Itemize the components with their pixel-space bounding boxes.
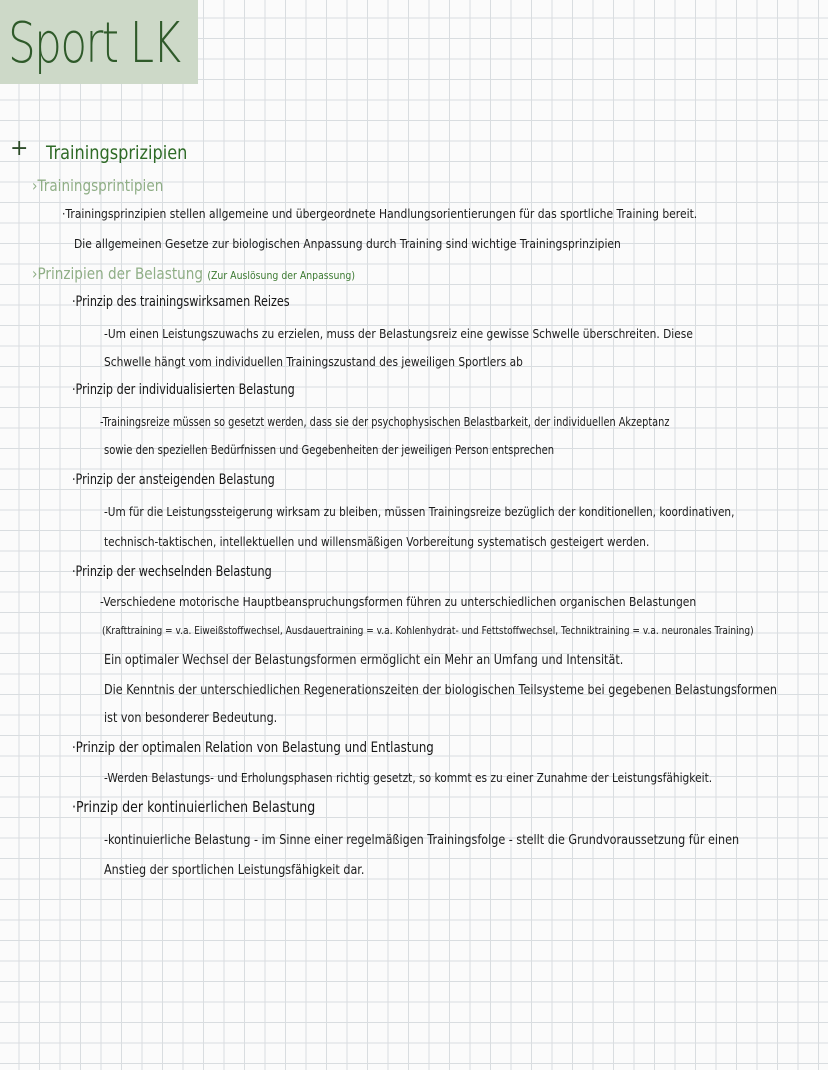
principle-line: Ein optimaler Wechsel der Belastungsformen ermöglicht ein Mehr an Umfang und Intensität. xyxy=(104,652,624,668)
subheading-load-note: (Zur Auslösung der Anpassung) xyxy=(207,269,355,282)
subheading-load-text: ›Prinzipien der Belastung xyxy=(32,264,204,283)
page-title: Sport LK xyxy=(8,11,180,76)
subheading-principles: ›Trainingsprintipien xyxy=(32,176,164,195)
principle-line: Die Kenntnis der unterschiedlichen Regenerationszeiten der biologischen Teilsysteme bei gegebenen Belastungsformen xyxy=(104,682,777,698)
principle-line: sowie den speziellen Bedürfnissen und Gegebenheiten der jeweiligen Person entsprechen xyxy=(104,442,555,457)
principle-line: -kontinuierliche Belastung - im Sinne einer regelmäßigen Trainingsfolge - stellt die Grundvoraussetzung für einen xyxy=(104,832,740,848)
principle-line: -Werden Belastungs- und Erholungsphasen richtig gesetzt, so kommt es zu einer Zunahme der Leistungsfähigkeit. xyxy=(104,770,713,785)
principle-line: Anstieg der sportlichen Leistungsfähigkeit dar. xyxy=(104,862,365,878)
principle-line: -Trainingsreize müssen so gesetzt werden, dass sie der psychophysischen Belastbarkeit, der individuellen Akzeptanz xyxy=(100,414,670,429)
section-heading: Trainingsprizipien xyxy=(46,142,188,164)
principle-line: ist von besonderer Bedeutung. xyxy=(104,710,278,726)
principle-heading: ·Prinzip der kontinuierlichen Belastung xyxy=(72,798,316,816)
plus-icon: + xyxy=(10,136,29,161)
intro-line: ·Trainingsprinzipien stellen allgemeine und übergeordnete Handlungsorientierungen für das sportliche Training bereit. xyxy=(62,206,698,221)
intro-line: Die allgemeinen Gesetze zur biologischen Anpassung durch Training sind wichtige Trainingsprinzipien xyxy=(74,236,621,251)
subheading-load xyxy=(32,264,355,283)
principle-heading: ·Prinzip der ansteigenden Belastung xyxy=(72,472,275,488)
principle-line: technisch-taktischen, intellektuellen und willensmäßigen Vorbereitung systematisch gesteigert werden. xyxy=(104,534,650,549)
principle-heading: ·Prinzip der optimalen Relation von Belastung und Entlastung xyxy=(72,740,434,756)
principle-line: -Um einen Leistungszuwachs zu erzielen, muss der Belastungsreiz eine gewisse Schwelle überschreiten. Diese xyxy=(104,326,693,341)
principle-heading: ·Prinzip des trainingswirksamen Reizes xyxy=(72,294,290,310)
principle-heading: ·Prinzip der wechselnden Belastung xyxy=(72,564,272,580)
principle-heading: ·Prinzip der individualisierten Belastung xyxy=(72,382,295,398)
principle-line: (Krafttraining = v.a. Eiweißstoffwechsel, Ausdauertraining = v.a. Kohlenhydrat- und Fettstoffwechsel, Techniktraining = v.a. neuronales Training) xyxy=(102,624,754,637)
principle-line: Schwelle hängt vom individuellen Trainingszustand des jeweiligen Sportlers ab xyxy=(104,354,523,369)
principle-line: -Um für die Leistungssteigerung wirksam zu bleiben, müssen Trainingsreize bezüglich der konditionellen, koordinativen, xyxy=(104,504,735,519)
principle-line: -Verschiedene motorische Hauptbeanspruchungsformen führen zu unterschiedlichen organischen Belastungen xyxy=(100,594,697,609)
